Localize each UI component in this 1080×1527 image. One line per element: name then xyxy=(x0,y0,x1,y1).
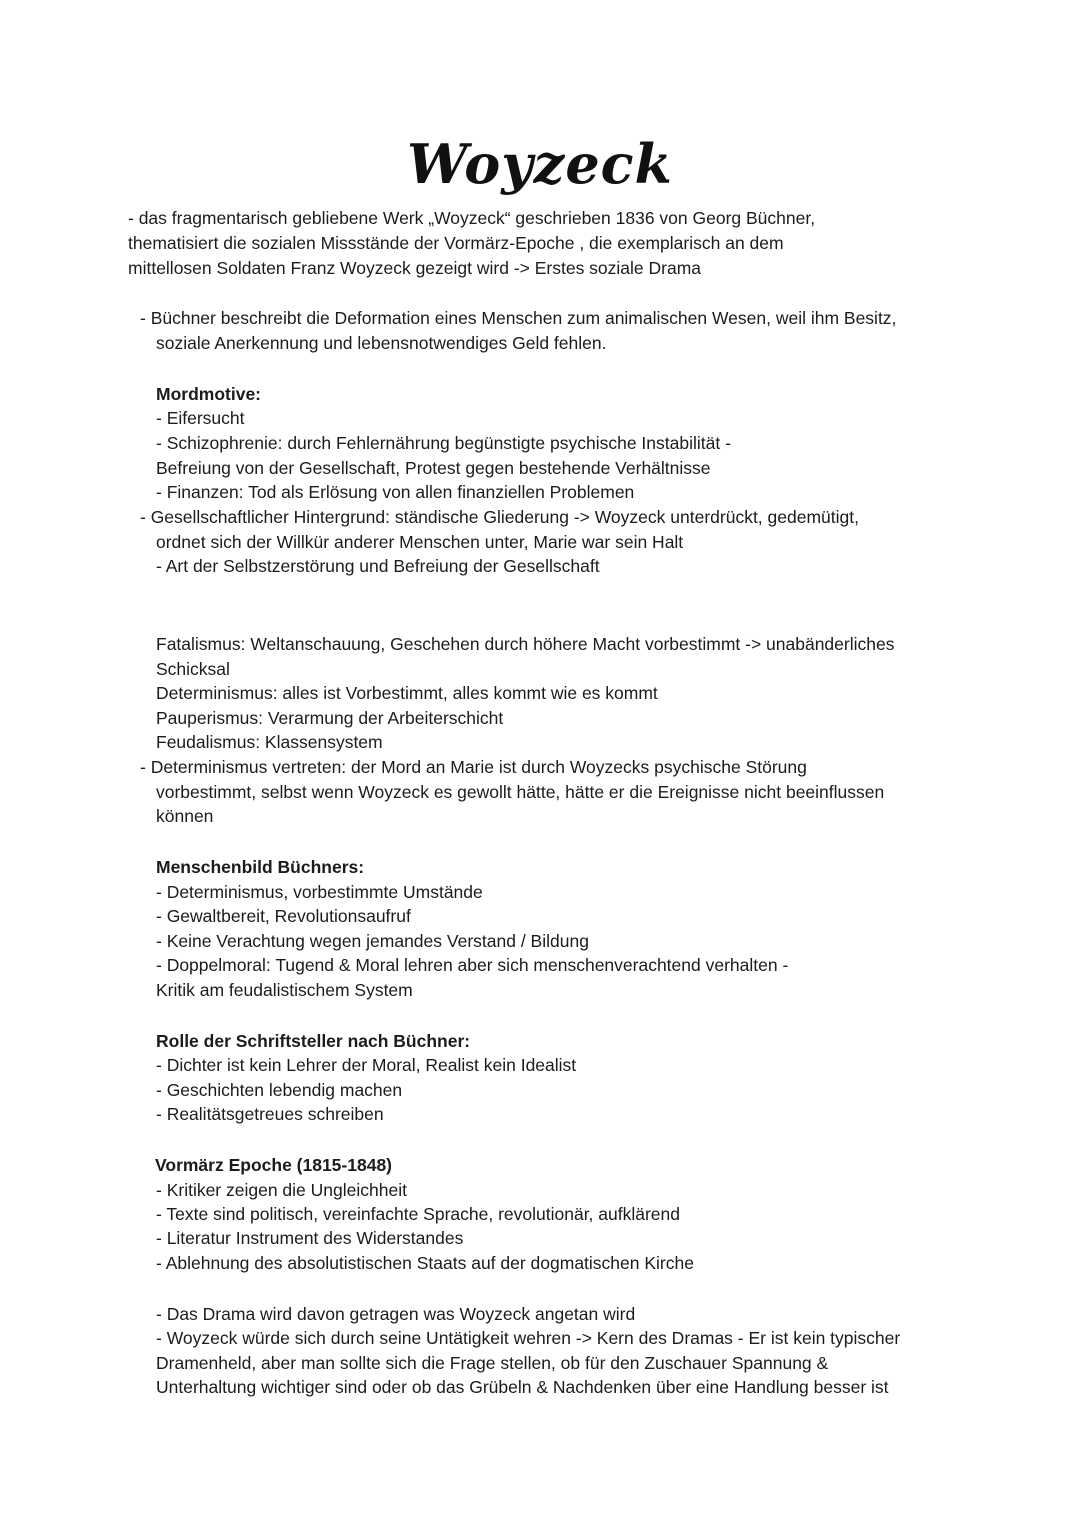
intro-line: - das fragmentarisch gebliebene Werk „Woyzeck“ geschrieben 1836 von Georg Büchner, xyxy=(128,208,816,228)
term-line: Determinismus: alles ist Vorbestimmt, alles kommt wie es kommt xyxy=(156,683,658,703)
section-heading-menschenbild: Menschenbild Büchners: xyxy=(156,857,365,877)
drama-line: Unterhaltung wichtiger sind oder ob das Grübeln & Nachdenken über eine Handlung besser ist xyxy=(156,1377,889,1397)
term-line: Schicksal xyxy=(156,659,230,679)
drama-line: - Das Drama wird davon getragen was Woyzeck angetan wird xyxy=(156,1304,636,1324)
section-heading-vormaerz: Vormärz Epoche (1815-1848) xyxy=(155,1155,393,1175)
section-heading-rolle: Rolle der Schriftsteller nach Büchner: xyxy=(156,1031,471,1051)
list-item: - Dichter ist kein Lehrer der Moral, Realist kein Idealist xyxy=(156,1055,577,1075)
drama-line: Dramenheld, aber man sollte sich die Frage stellen, ob für den Zuschauer Spannung & xyxy=(156,1353,829,1373)
background-line: ordnet sich der Willkür anderer Menschen unter, Marie war sein Halt xyxy=(156,532,684,552)
term-line: Feudalismus: Klassensystem xyxy=(156,732,383,752)
background-line: - Art der Selbstzerstörung und Befreiung der Gesellschaft xyxy=(156,556,600,576)
list-item: - Gewaltbereit, Revolutionsaufruf xyxy=(156,906,411,926)
deformation-line: - Büchner beschreibt die Deformation eines Menschen zum animalischen Wesen, weil ihm Besitz, xyxy=(140,308,897,328)
term-line: Pauperismus: Verarmung der Arbeiterschicht xyxy=(156,708,504,728)
list-item: - Finanzen: Tod als Erlösung von allen finanziellen Problemen xyxy=(156,482,635,502)
drama-line: - Woyzeck würde sich durch seine Untätigkeit wehren -> Kern des Dramas - Er ist kein typischer xyxy=(156,1328,901,1348)
list-item: - Texte sind politisch, vereinfachte Sprache, revolutionär, aufklärend xyxy=(156,1204,681,1224)
determinism-line: - Determinismus vertreten: der Mord an Marie ist durch Woyzecks psychische Störung xyxy=(140,757,807,777)
intro-line: mittellosen Soldaten Franz Woyzeck gezeigt wird -> Erstes soziale Drama xyxy=(128,258,702,278)
list-item: - Literatur Instrument des Widerstandes xyxy=(156,1228,464,1248)
list-item: - Ablehnung des absolutistischen Staats auf der dogmatischen Kirche xyxy=(156,1253,694,1273)
list-item: - Kritiker zeigen die Ungleichheit xyxy=(156,1180,407,1200)
list-item: - Keine Verachtung wegen jemandes Verstand / Bildung xyxy=(156,931,589,951)
list-item: - Determinismus, vorbestimmte Umstände xyxy=(156,882,483,902)
list-item: - Eifersucht xyxy=(156,408,245,428)
list-item: - Geschichten lebendig machen xyxy=(156,1080,403,1100)
background-line: - Gesellschaftlicher Hintergrund: ständische Gliederung -> Woyzeck unterdrückt, gedemütigt, xyxy=(140,507,859,527)
list-item: - Schizophrenie: durch Fehlernährung begünstigte psychische Instabilität - xyxy=(156,433,731,453)
page-title: Woyzeck xyxy=(407,132,673,196)
list-item: Kritik am feudalistischem System xyxy=(156,980,413,1000)
list-item: - Realitätsgetreues schreiben xyxy=(156,1104,384,1124)
determinism-line: können xyxy=(156,806,214,826)
deformation-line: soziale Anerkennung und lebensnotwendiges Geld fehlen. xyxy=(156,333,607,353)
list-item: - Doppelmoral: Tugend & Moral lehren aber sich menschenverachtend verhalten - xyxy=(156,955,789,975)
determinism-line: vorbestimmt, selbst wenn Woyzeck es gewollt hätte, hätte er die Ereignisse nicht beeinflussen xyxy=(156,782,885,802)
intro-line: thematisiert die sozialen Missstände der Vormärz-Epoche , die exemplarisch an dem xyxy=(128,233,784,253)
list-item: Befreiung von der Gesellschaft, Protest gegen bestehende Verhältnisse xyxy=(156,458,711,478)
term-line: Fatalismus: Weltanschauung, Geschehen durch höhere Macht vorbestimmt -> unabänderliches xyxy=(156,634,895,654)
section-heading-mordmotive: Mordmotive: xyxy=(156,384,261,404)
